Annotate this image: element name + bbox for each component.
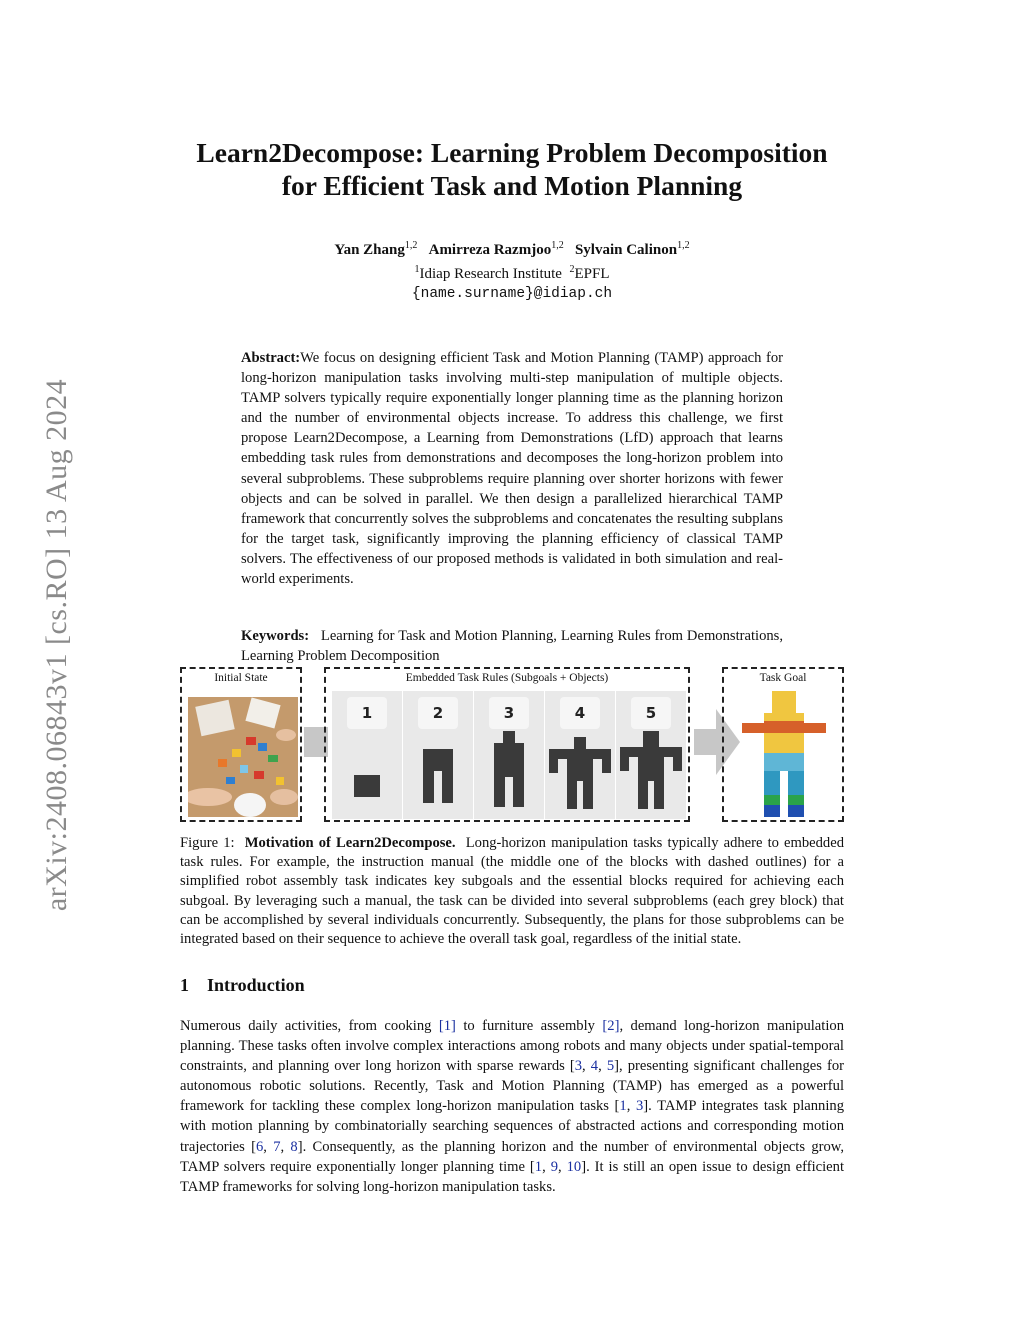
section-title: Introduction bbox=[207, 975, 305, 995]
title-line-2: for Efficient Task and Motion Planning bbox=[281, 170, 743, 201]
subgoal-shape-2 bbox=[403, 731, 473, 819]
author-list bbox=[150, 236, 874, 260]
citation-link[interactable]: 7 bbox=[273, 1138, 281, 1155]
email[interactable]: {name.surname}@idiap.ch bbox=[411, 286, 613, 302]
step-number: 5 bbox=[631, 697, 671, 729]
intro-text: Numerous daily activities, from cooking bbox=[180, 1018, 439, 1034]
task-goal-box bbox=[722, 667, 844, 822]
intro-text: , bbox=[263, 1138, 274, 1155]
citation-link[interactable]: 9 bbox=[550, 1158, 558, 1175]
citation-link[interactable]: 5 bbox=[606, 1058, 615, 1075]
subgoal-shape-3 bbox=[474, 731, 544, 819]
intro-text: , bbox=[558, 1158, 567, 1175]
author-name: Amirreza Razmjoo bbox=[428, 242, 552, 258]
author-affiliation-mark: 1,2 bbox=[551, 240, 564, 251]
subgoal-shape-5 bbox=[616, 731, 686, 819]
author-name: Sylvain Calinon bbox=[574, 242, 678, 258]
citation-link[interactable]: [2] bbox=[602, 1018, 620, 1034]
paper-title bbox=[150, 136, 874, 202]
caption-prefix: Figure 1: bbox=[180, 835, 235, 851]
citation-link[interactable]: 6 bbox=[255, 1138, 264, 1155]
step-number: 1 bbox=[347, 697, 387, 729]
intro-text: , bbox=[280, 1138, 291, 1155]
affiliation-mark: 1 bbox=[414, 264, 420, 275]
caption-text: Long-horizon manipulation tasks typically adhere to embedded task rules. For example, the instruction manual (the middle one of the blocks with dashed outlines) for a simplified robot assembly task indicates key subgoals and the essential blocks required for achieving each subgoal. By leveraging such a manual, the task can be divided into several subproblems (each grey block) that can be accomplished by several individuals concurrently. Subsequently, the plans for those subproblems can be integrated based on their sequence to achieve the overall task goal, regardless of the initial state. bbox=[180, 835, 844, 948]
abstract-text: We focus on designing efficient Task and Motion Planning (TAMP) approach for long-horizon manipulation tasks involving multi-step manipulation of multiple objects. TAMP solvers typically require exponentially longer planning time as the planning horizon and the number of environmental objects increase. To address this challenge, we first propose Learn2Decompose, a Learning from Demonstrations (LfD) approach that learns embedding task rules from demonstrations and decomposes the long-horizon problem into several subproblems. These subproblems require planning over shorter horizons with fewer objects and can be solved in parallel. We then design a parallelized hierarchical TAMP framework that concurrently solves the subproblems and concatenates the resulting subplans for the target task, significantly improving the planning efficiency of classical TAMP solvers. The effectiveness of our proposed methods is validated in both simulation and real-world experiments. bbox=[241, 350, 783, 588]
initial-state-box bbox=[180, 667, 302, 822]
intro-text: ]. It is still an open issue to design efficient TAMP frameworks for solving long-horizon manipulation tasks. bbox=[180, 1158, 845, 1195]
section-heading bbox=[180, 975, 305, 996]
subgoal-panel bbox=[332, 691, 402, 819]
task-rules-box bbox=[324, 667, 690, 822]
author-affiliation-mark: 1,2 bbox=[677, 240, 690, 251]
intro-text: , bbox=[598, 1058, 607, 1075]
arxiv-identifier[interactable]: arXiv:2408.06843v1 [cs.RO] 13 Aug 2024 bbox=[40, 378, 73, 912]
citation-link[interactable]: 4 bbox=[590, 1058, 599, 1075]
step-number: 3 bbox=[489, 697, 529, 729]
subgoal-shape-4 bbox=[545, 731, 615, 819]
subgoal-panel bbox=[403, 691, 473, 819]
subgoal-shape-1 bbox=[332, 731, 402, 819]
subgoal-panel bbox=[616, 691, 686, 819]
task-goal-label: Task Goal bbox=[759, 672, 807, 684]
intro-text: , bbox=[582, 1058, 591, 1075]
intro-text: , bbox=[626, 1098, 636, 1115]
author-name: Yan Zhang bbox=[334, 242, 405, 258]
initial-state-label: Initial State bbox=[214, 672, 268, 684]
intro-text: ]. TAMP integrates task planning with motion planning by combinatorially searching sequences of abstracted actions and corresponding motion trajectories [ bbox=[180, 1098, 845, 1155]
intro-text: , bbox=[542, 1158, 551, 1175]
caption-bold: Motivation of Learn2Decompose. bbox=[244, 835, 456, 851]
intro-text: ], presenting significant challenges for autonomous robotic solutions. Recently, Task and Motion Planning (TAMP) has emerged as a powerful framework for tackling these complex long-horizon manipulation tasks [ bbox=[180, 1058, 845, 1115]
citation-link[interactable]: 8 bbox=[290, 1138, 298, 1155]
affiliation-idiap: Idiap Research Institute bbox=[419, 266, 562, 282]
citation-link[interactable]: 3 bbox=[574, 1058, 583, 1075]
keywords-text: Learning for Task and Motion Planning, Learning Rules from Demonstrations, Learning Problem Decomposition bbox=[241, 628, 783, 665]
arxiv-sidebar bbox=[0, 0, 90, 1325]
task-rules-label: Embedded Task Rules (Subgoals + Objects) bbox=[405, 672, 609, 684]
author-block bbox=[150, 236, 874, 304]
keywords-label: Keywords: bbox=[241, 628, 310, 644]
affiliation-epfl: EPFL bbox=[574, 266, 610, 282]
affiliation-mark: 2 bbox=[569, 264, 575, 275]
citation-link[interactable]: 1 bbox=[619, 1098, 627, 1115]
intro-text: , demand long-horizon manipulation planning. These tasks often involve complex interactions among robots and many objects under spatial-temporal constraints, and planning over long horizon with sparse rewards [ bbox=[180, 1018, 844, 1075]
affiliations bbox=[150, 260, 874, 284]
step-number: 4 bbox=[560, 697, 600, 729]
intro-text: to furniture assembly bbox=[455, 1018, 603, 1034]
task-goal-robot bbox=[742, 691, 826, 819]
intro-paragraph bbox=[180, 1016, 844, 1197]
citation-link[interactable]: 10 bbox=[566, 1158, 582, 1175]
keywords bbox=[241, 626, 783, 666]
step-number: 2 bbox=[418, 697, 458, 729]
author-affiliation-mark: 1,2 bbox=[404, 240, 418, 251]
citation-link[interactable]: [1] bbox=[438, 1018, 456, 1034]
citation-link[interactable]: 3 bbox=[635, 1098, 644, 1115]
subgoal-panel bbox=[474, 691, 544, 819]
section-number: 1 bbox=[180, 975, 189, 995]
abstract-label: Abstract: bbox=[241, 350, 301, 366]
title-line-1: Learn2Decompose: Learning Problem Decomposition bbox=[196, 137, 828, 168]
abstract bbox=[241, 348, 783, 589]
citation-link[interactable]: 1 bbox=[534, 1158, 543, 1175]
figure-caption bbox=[180, 834, 844, 949]
figure-1 bbox=[180, 667, 844, 822]
subgoal-panel bbox=[545, 691, 615, 819]
initial-state-photo bbox=[188, 697, 298, 817]
intro-text: ]. Consequently, as the planning horizon and the number of environmental objects grow, TAMP solvers require exponentially longer planning time [ bbox=[180, 1138, 845, 1175]
